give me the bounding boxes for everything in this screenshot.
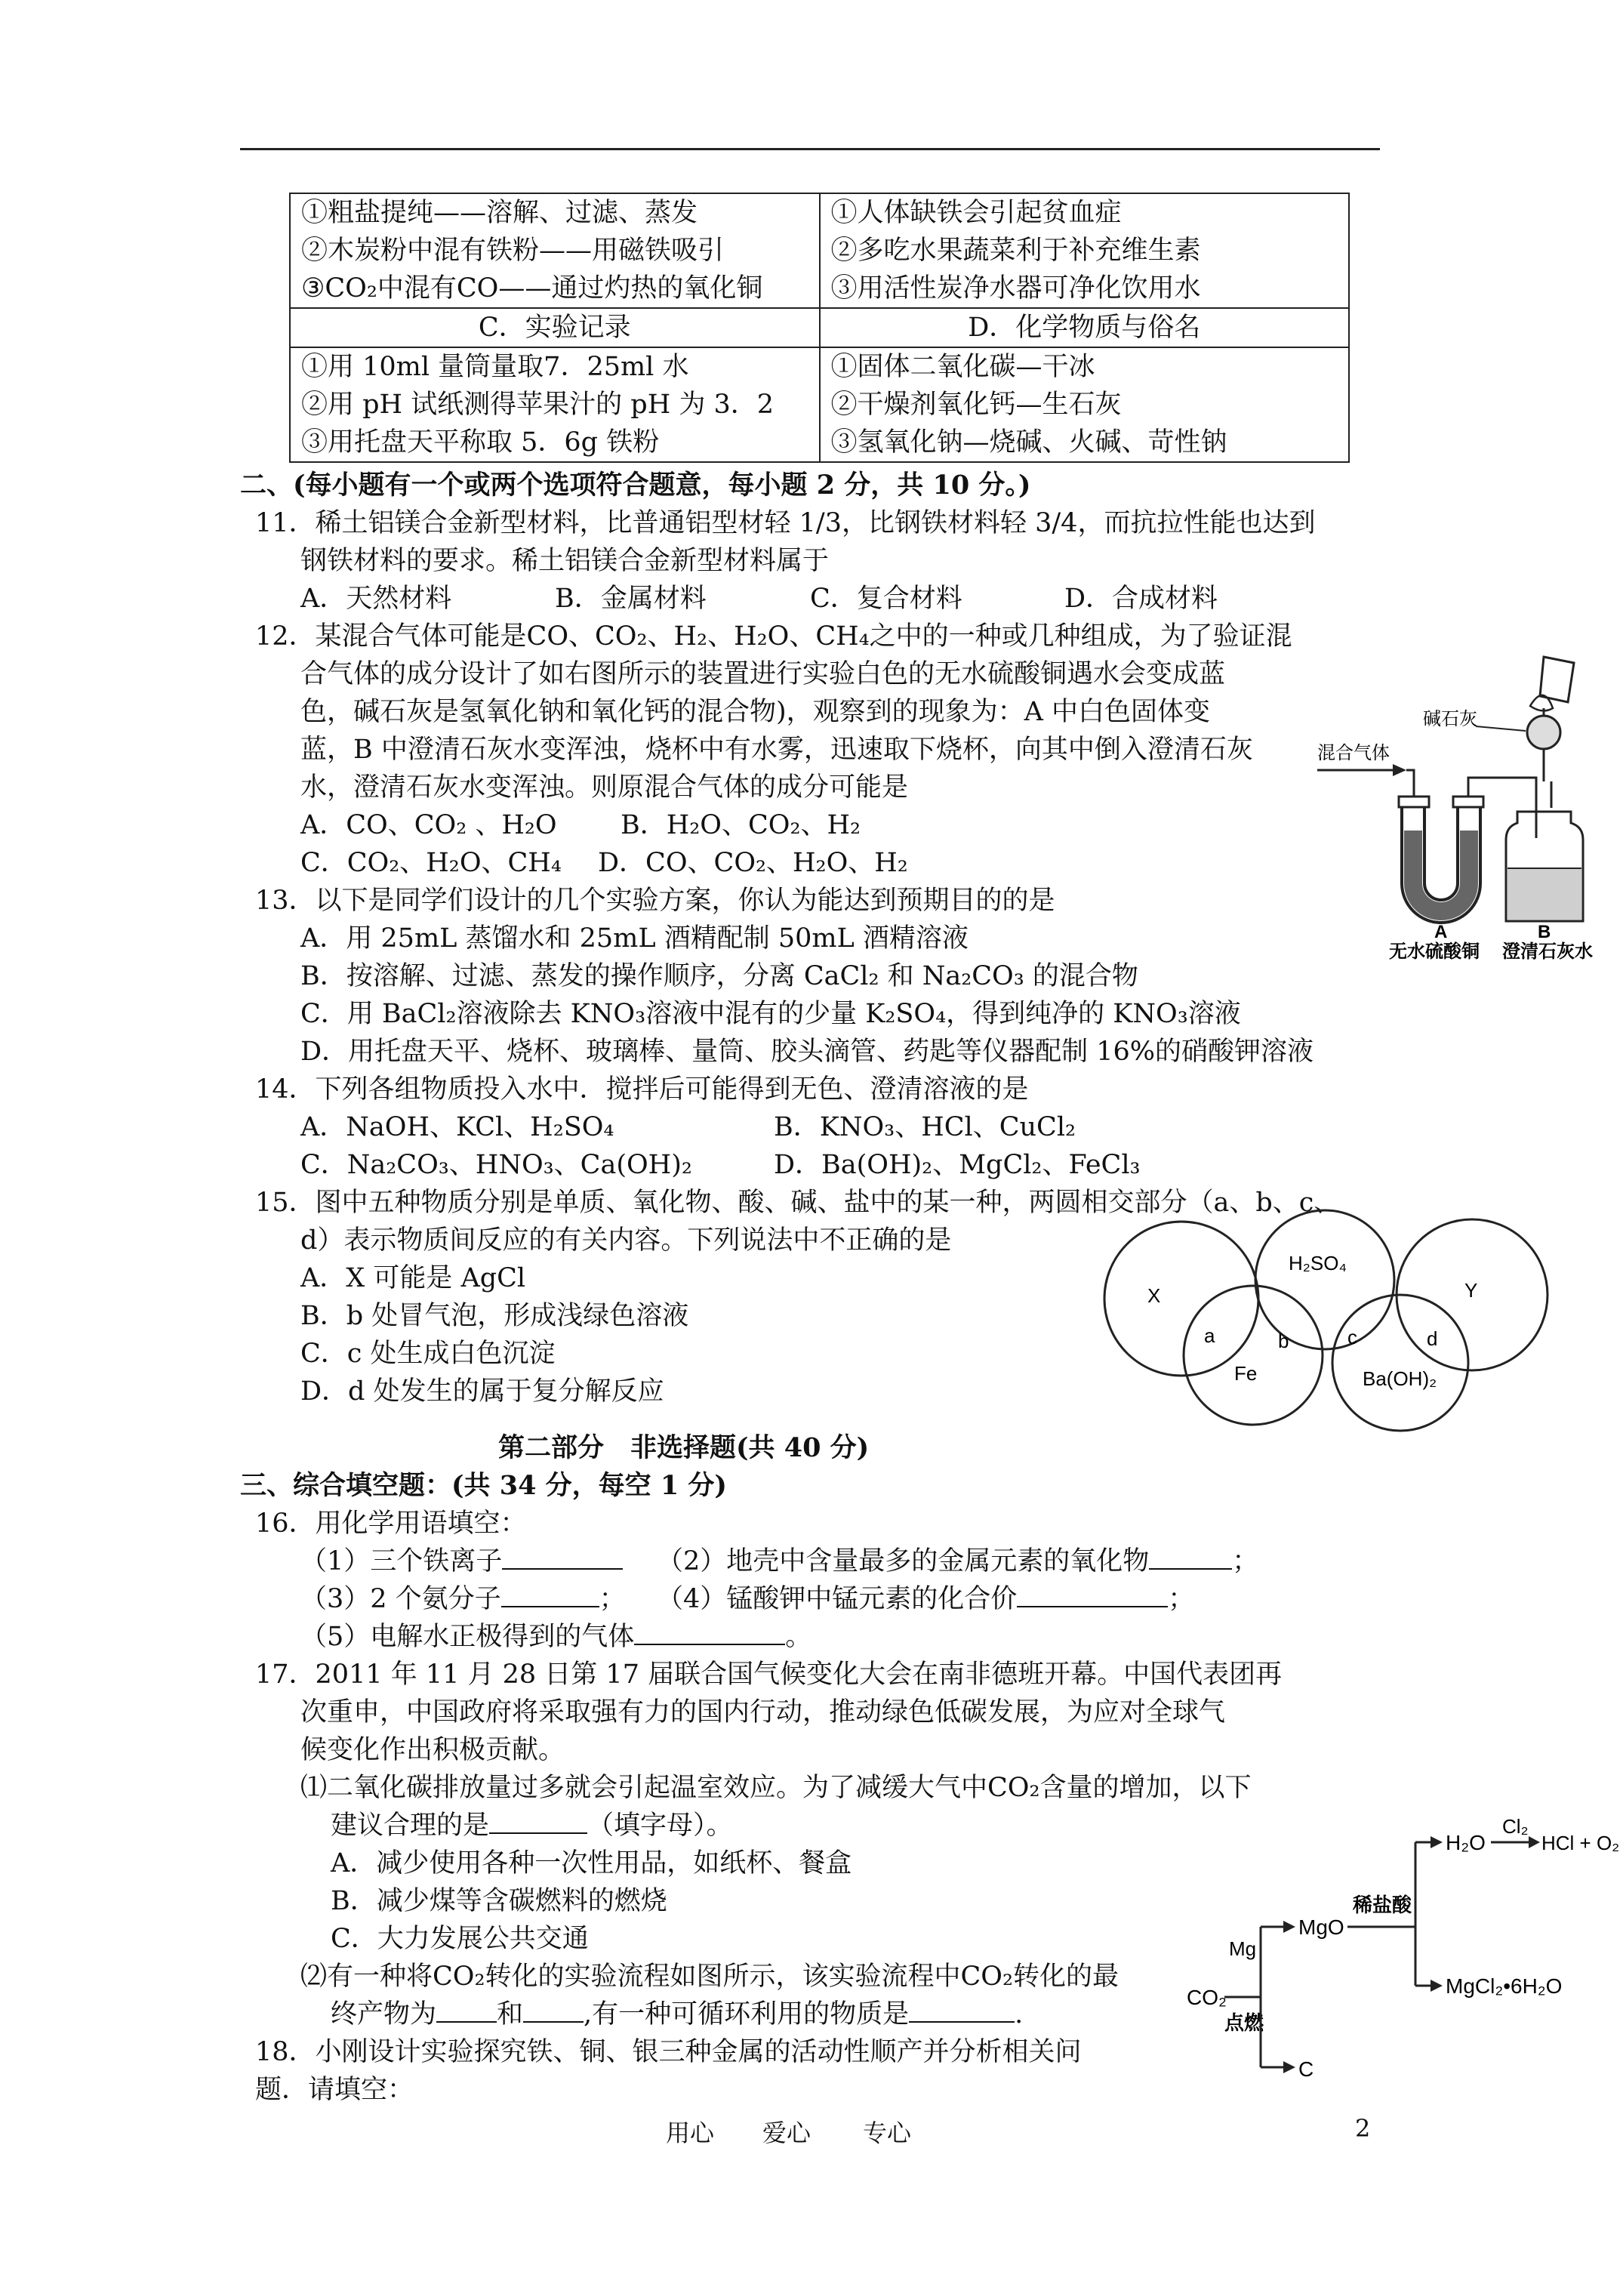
footer-text-2: 爱心 [762, 2119, 812, 2147]
q13-option-b: B．按溶解、过滤、蒸发的操作顺序，分离 CaCl₂ 和 Na₂CO₃ 的混合物 [300, 961, 1138, 991]
q15-line-1: 15．图中五种物质分别是单质、氧化物、酸、碱、盐中的某一种，两圆相交部分（a、b、c、 [255, 1188, 1341, 1218]
fig-d: d [1427, 1327, 1438, 1350]
fig-baoh2: Ba(OH)₂ [1363, 1367, 1437, 1390]
q13-option-c: C．用 BaCl₂溶液除去 KNO₃溶液中混有的少量 K₂SO₄，得到纯净的 KNO₃溶液 [300, 999, 1241, 1029]
q17-blank-1[interactable] [489, 1810, 587, 1834]
q12-line-3: 色，碱石灰是氢氧化钠和氧化钙的混合物)，观察到的现象为：A 中白色固体变 [300, 697, 1211, 727]
circles-figure [1098, 1208, 1551, 1435]
q16-line-1: 16．用化学用语填空： [255, 1509, 527, 1539]
q17-sub1-line-1: ⑴二氧化碳排放量过多就会引起温室效应。为了减缓大气中CO₂含量的增加，以下 [300, 1773, 1252, 1803]
q17-blank-3[interactable] [523, 1999, 584, 2023]
fig-hcl-o2: HCl + O₂ [1541, 1832, 1620, 1854]
fig-mgcl2: MgCl₂•6H₂O [1446, 1974, 1563, 1998]
fig-a-letter: A [1434, 922, 1448, 942]
q17-option-c: C．大力发展公共交通 [331, 1924, 589, 1954]
fig-mg: Mg [1229, 1937, 1257, 1960]
q16-part-3: （3）2 个氨分子 ； [300, 1584, 626, 1614]
q12-option-d: D．CO、CO₂、H₂O、H₂ [598, 848, 908, 878]
q16-part-1: （1）三个铁离子 [300, 1542, 623, 1580]
apparatus-figure [1317, 642, 1600, 962]
fig-lime-label: 碱石灰 [1423, 709, 1477, 729]
table-cell-r1c1: ①粗盐提纯——溶解、过滤、蒸发 ②木炭粉中混有铁粉——用磁铁吸引 ③CO₂中混有CO——通过灼热的氧化铜 [290, 193, 820, 308]
page-number: 2 [1355, 2114, 1371, 2143]
q13-option-d: D．用托盘天平、烧杯、玻璃棒、量筒、胶头滴管、药匙等仪器配制 16%的硝酸钾溶液 [300, 1037, 1313, 1067]
q14-option-b: B．KNO₃、HCl、CuCl₂ [774, 1112, 1076, 1142]
q14-option-d: D．Ba(OH)₂、MgCl₂、FeCl₃ [774, 1150, 1141, 1180]
q15-option-d: D．d 处发生的属于复分解反应 [300, 1376, 664, 1407]
q17-line-3: 候变化作出积极贡献。 [300, 1735, 565, 1765]
q17-sub2-line-2: 终产物为 和 ,有一种可循环利用的物质是 . [331, 1999, 1024, 2029]
table-header-c: C．实验记录 [290, 308, 820, 347]
q15-line-2: d）表示物质间反应的有关内容。下列说法中不正确的是 [300, 1225, 952, 1256]
q12-option-b: B．H₂O、CO₂、H₂ [621, 810, 861, 840]
q14-line-1: 14．下列各组物质投入水中．搅拌后可能得到无色、澄清溶液的是 [255, 1074, 1029, 1105]
q16-blank-1[interactable] [502, 1546, 623, 1570]
q16-part-4: （4）锰酸钾中锰元素的化合价 ； [657, 1584, 1195, 1614]
q12-line-5: 水，澄清石灰水变浑浊。则原混合气体的成分可能是 [300, 772, 909, 803]
q12-option-a: A．CO、CO₂ 、H₂O [300, 810, 557, 840]
table-cell-r2c2: ①固体二氧化碳—干冰 ②干燥剂氧化钙—生石灰 ③氢氧化钠—烧碱、火碱、苛性钠 [820, 347, 1350, 462]
fig-h2o: H₂O [1446, 1831, 1486, 1854]
fig-c: c [1347, 1326, 1357, 1348]
q12-line-1: 12．某混合气体可能是CO、CO₂、H₂、H₂O、CH₄之中的一种或几种组成，为了验证混 [255, 621, 1292, 652]
q16-blank-3[interactable] [501, 1583, 599, 1607]
q17-sub1-line-2: 建议合理的是 （填字母）。 [331, 1811, 733, 1841]
fig-h2so4: H₂SO₄ [1289, 1252, 1347, 1274]
fig-b-caption: 澄清石灰水 [1502, 942, 1593, 962]
q17-blank-2[interactable] [436, 1999, 497, 2023]
fig-b: b [1278, 1330, 1289, 1352]
fig-y: Y [1464, 1279, 1478, 1302]
q16-part-5: （5）电解水正极得到的气体 。 [300, 1622, 812, 1652]
fig-fe: Fe [1234, 1362, 1258, 1385]
table-cell-r1c2: ①人体缺铁会引起贫血症 ②多吃水果蔬菜利于补充维生素 ③用活性炭净水器可净化饮用水 [820, 193, 1350, 308]
q11-option-a: A．天然材料 [300, 584, 452, 614]
table-header-d: D．化学物质与俗名 [820, 308, 1350, 347]
co2-flow-figure [1185, 1815, 1620, 2084]
q13-option-a: A．用 25mL 蒸馏水和 25mL 酒精配制 50mL 酒精溶液 [300, 923, 969, 954]
fig-co2: CO₂ [1187, 1986, 1227, 2009]
fig-gas-label: 混合气体 [1317, 743, 1390, 763]
footer-text-1: 用心 [666, 2119, 715, 2147]
q16-blank-2[interactable] [1149, 1546, 1232, 1570]
q18-line-1: 18．小刚设计实验探究铁、铜、银三种金属的活动性顺产并分析相关问 [255, 2037, 1082, 2067]
q14-option-a: A．NaOH、KCl、H₂SO₄ [300, 1112, 614, 1142]
q11-option-b: B．金属材料 [555, 584, 707, 614]
q12-line-2: 合气体的成分设计了如右图所示的装置进行实验白色的无水硫酸铜遇水会变成蓝 [300, 659, 1226, 689]
q11-line-1: 11．稀土铝镁合金新型材料，比普通铝型材轻 1/3，比钢铁材料轻 3/4，而抗拉性能也达到 [255, 508, 1316, 538]
q18-line-2: 题．请填空： [255, 2075, 414, 2105]
fig-c-product: C [1298, 2057, 1314, 2081]
fig-mgo: MgO [1298, 1915, 1344, 1939]
answer-table [289, 193, 1350, 463]
fig-x: X [1147, 1284, 1161, 1307]
table-cell-r2c1: ①用 10ml 量筒量取7．25ml 水 ②用 pH 试纸测得苹果汁的 pH 为 3．2 ③用托盘天平称取 5．6g 铁粉 [290, 347, 820, 462]
q11-option-d: D．合成材料 [1064, 584, 1218, 614]
q16-blank-4[interactable] [1017, 1583, 1168, 1607]
q15-option-c: C．c 处生成白色沉淀 [300, 1339, 556, 1369]
q13-line-1: 13．以下是同学们设计的几个实验方案，你认为能达到预期目的的是 [255, 886, 1055, 916]
q16-blank-5[interactable] [634, 1621, 785, 1645]
q17-line-2: 次重申，中国政府将采取强有力的国内行动，推动绿色低碳发展，为应对全球气 [300, 1697, 1226, 1727]
header-rule [240, 148, 1380, 150]
q15-option-b: B．b 处冒气泡，形成浅绿色溶液 [300, 1301, 689, 1331]
fig-a-caption: 无水硫酸铜 [1389, 942, 1480, 962]
q14-option-c: C．Na₂CO₃、HNO₃、Ca(OH)₂ [300, 1150, 692, 1180]
fig-a: a [1204, 1324, 1215, 1347]
q17-blank-4[interactable] [909, 1999, 1015, 2023]
section-3-title: 三、综合填空题：(共 34 分，每空 1 分) [240, 1470, 727, 1501]
q17-option-b: B．减少煤等含碳燃料的燃烧 [331, 1886, 667, 1916]
q15-option-a: A．X 可能是 AgCl [300, 1263, 526, 1293]
q17-line-1: 17．2011 年 11 月 28 日第 17 届联合国气候变化大会在南非德班开幕。中国代表团再 [255, 1660, 1283, 1690]
q17-sub2-line-1: ⑵有一种将CO₂转化的实验流程如图所示，该实验流程中CO₂转化的最 [300, 1962, 1119, 1992]
fig-b-letter: B [1538, 922, 1551, 942]
fig-ignite: 点燃 [1224, 2011, 1264, 2034]
part-2-title: 第二部分 非选择题(共 40 分) [498, 1432, 870, 1463]
section-2-title: 二、(每小题有一个或两个选项符合题意，每小题 2 分，共 10 分。) [240, 470, 1031, 501]
q11-line-2: 钢铁材料的要求。稀土铝镁合金新型材料属于 [300, 546, 830, 576]
q17-option-a: A．减少使用各种一次性用品，如纸杯、餐盒 [331, 1848, 852, 1878]
q12-line-4: 蓝，B 中澄清石灰水变浑浊，烧杯中有水雾，迅速取下烧杯，向其中倒入澄清石灰 [300, 735, 1253, 765]
fig-cl2: Cl₂ [1502, 1815, 1529, 1838]
q12-option-c: C．CO₂、H₂O、CH₄ [300, 848, 562, 878]
q16-part-2: （2）地壳中含量最多的金属元素的氧化物 ； [657, 1546, 1259, 1576]
footer-text-3: 专心 [863, 2119, 912, 2147]
fig-hcl-reagent: 稀盐酸 [1353, 1894, 1412, 1916]
q11-option-c: C．复合材料 [810, 584, 962, 614]
